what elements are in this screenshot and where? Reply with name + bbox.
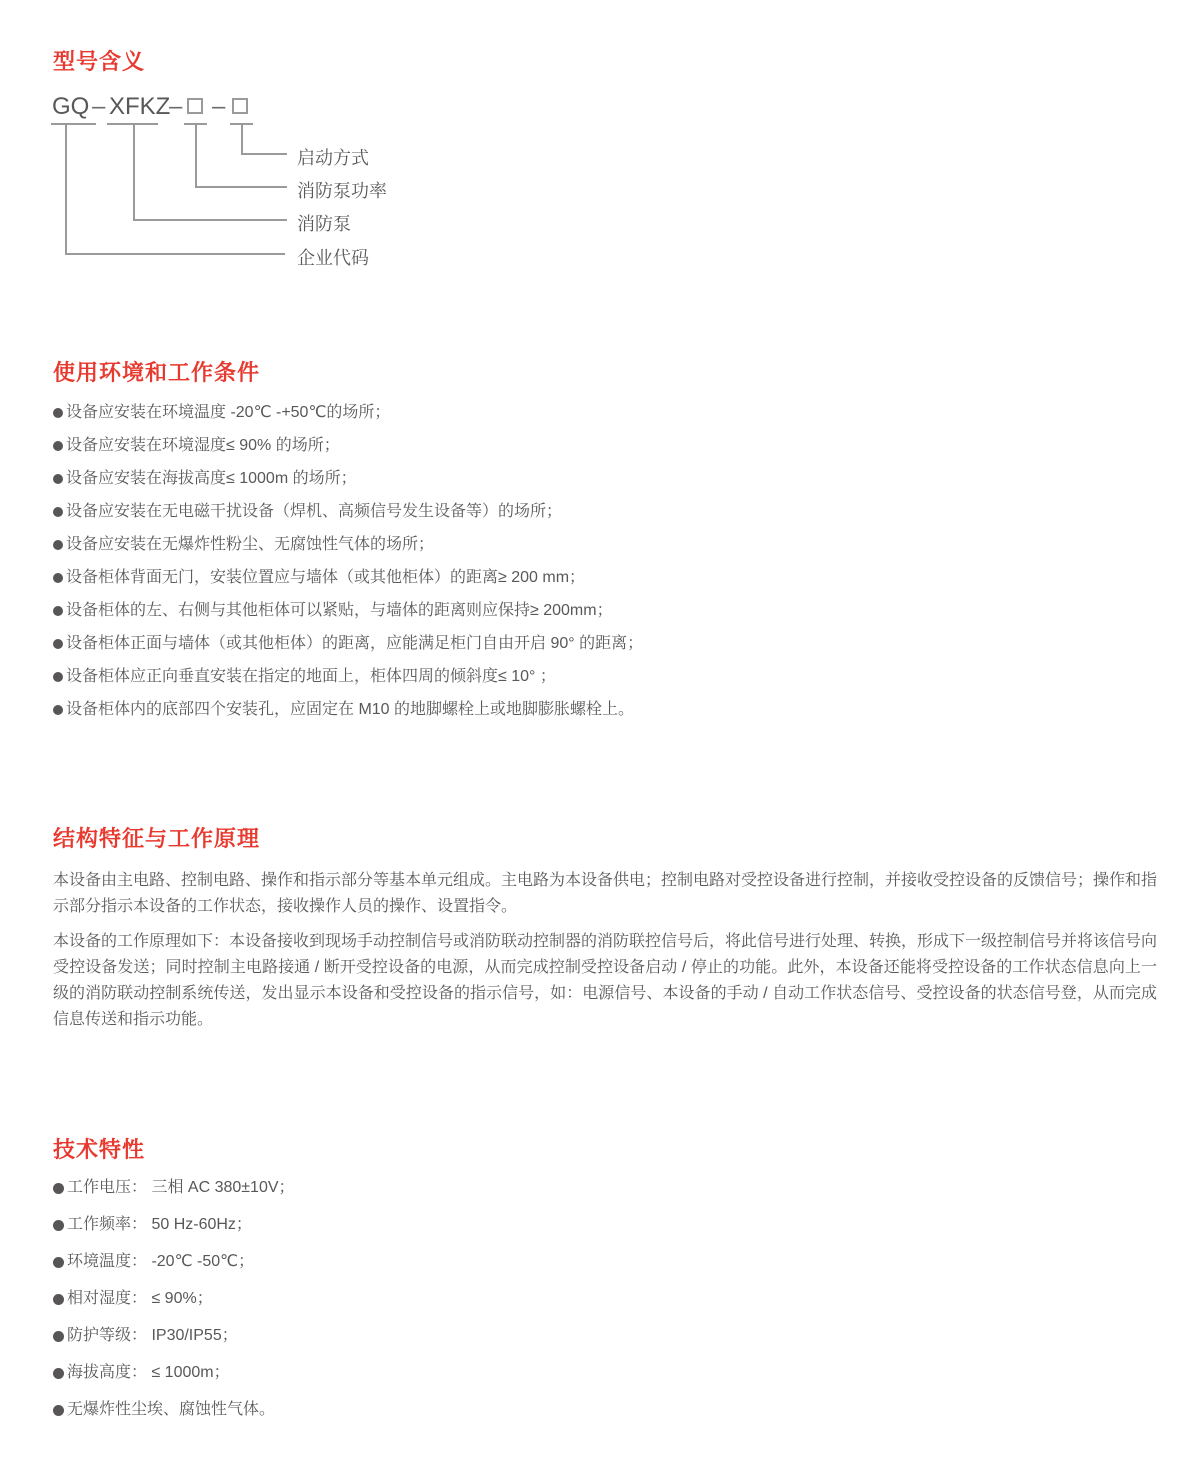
bullet-dot-icon	[53, 1294, 64, 1305]
technical-list-item	[53, 1252, 295, 1272]
bullet-dot-icon	[53, 606, 63, 616]
technical-list-item	[53, 1326, 295, 1346]
technical-item-text: 相对湿度： ≤ 90%；	[67, 1290, 213, 1307]
section-title-model-meaning: 型号含义	[53, 49, 146, 74]
technical-list-item	[53, 1289, 295, 1309]
model-code-placeholder-square	[232, 98, 248, 114]
technical-list-item	[53, 1400, 295, 1420]
bullet-dot-icon	[53, 1220, 64, 1231]
environment-list-item	[53, 569, 643, 587]
environment-item-text: 设备柜体正面与墙体（或其他柜体）的距离，应能满足柜门自由开启 90° 的距离；	[66, 635, 644, 652]
technical-item-text: 工作电压： 三相 AC 380±10V；	[67, 1179, 295, 1196]
diagram-connector-line	[65, 125, 285, 255]
technical-item-text: 防护等级： IP30/IP55；	[67, 1327, 238, 1344]
environment-item-text: 设备柜体应正向垂直安装在指定的地面上，柜体四周的倾斜度≤ 10° ；	[66, 668, 556, 685]
bullet-dot-icon	[53, 1183, 64, 1194]
technical-list-item	[53, 1363, 295, 1383]
environment-list-item	[53, 437, 643, 455]
bullet-dot-icon	[53, 408, 63, 418]
section-title-environment: 使用环境和工作条件	[53, 360, 261, 385]
environment-item-text: 设备柜体背面无门，安装位置应与墙体（或其他柜体）的距离≥ 200 mm；	[66, 569, 586, 586]
bullet-dot-icon	[53, 1368, 64, 1379]
bullet-dot-icon	[53, 540, 63, 550]
structure-principle-paragraphs	[53, 868, 1157, 1042]
environment-item-text: 设备柜体的左、右侧与其他柜体可以紧贴，与墙体的距离则应保持≥ 200mm；	[66, 602, 613, 619]
model-code-placeholder-square	[187, 98, 203, 114]
model-code-prefix: GQ	[52, 93, 90, 120]
diagram-label-fire-pump: 消防泵	[297, 214, 351, 234]
technical-item-text: 海拔高度： ≤ 1000m；	[67, 1364, 230, 1381]
technical-list-item	[53, 1215, 295, 1235]
body-paragraph: 本设备的工作原理如下：本设备接收到现场手动控制信号或消防联动控制器的消防联控信号后，将此信号进行处理、转换，形成下一级控制信号并将该信号向受控设备发送；同时控制主电路接通 / 断开受控设备的电源，从而完成控制受控设备启动 / 停止的功能。此外，本设备还能将受控设备的工作状态信息向上一级的消防联动控制系统传送，发出显示本设备和受控设备的指示信号，如：电源信号、本设备的手动 / 自动工作状态信号、受控设备的状态信号登，从而完成信息传送和指示功能。	[53, 933, 1158, 1028]
bullet-dot-icon	[53, 507, 63, 517]
bullet-dot-icon	[53, 1257, 64, 1268]
model-code-dash: –	[169, 93, 183, 120]
bullet-dot-icon	[53, 1405, 64, 1416]
environment-list-item	[53, 635, 643, 653]
technical-list-item	[53, 1178, 295, 1198]
diagram-label-start-mode: 启动方式	[297, 148, 369, 168]
model-code-type: XFKZ	[109, 93, 171, 120]
environment-item-text: 设备柜体内的底部四个安装孔，应固定在 M10 的地脚螺栓上或地脚膨胀螺栓上。	[66, 701, 635, 718]
bullet-dot-icon	[53, 672, 63, 682]
bullet-dot-icon	[53, 474, 63, 484]
environment-list-item	[53, 701, 643, 719]
body-paragraph: 本设备由主电路、控制电路、操作和指示部分等基本单元组成。主电路为本设备供电；控制电路对受控设备进行控制，并接收受控设备的反馈信号；操作和指示部分指示本设备的工作状态，接收操作人员的操作、设置指令。	[53, 872, 1158, 915]
environment-list-item	[53, 470, 643, 488]
environment-conditions-list	[53, 404, 643, 734]
bullet-dot-icon	[53, 441, 63, 451]
environment-list-item	[53, 536, 643, 554]
environment-list-item	[53, 404, 643, 422]
technical-specs-list	[53, 1178, 295, 1437]
model-code-dash: –	[92, 93, 106, 120]
bullet-dot-icon	[53, 705, 63, 715]
environment-list-item	[53, 668, 643, 686]
environment-list-item	[53, 503, 643, 521]
environment-list-item	[53, 602, 643, 620]
environment-item-text: 设备应安装在环境温度 -20℃ -+50℃的场所；	[66, 404, 391, 421]
section-title-structure-principle: 结构特征与工作原理	[53, 826, 261, 851]
environment-item-text: 设备应安装在无电磁干扰设备（焊机、高频信号发生设备等）的场所；	[66, 503, 563, 520]
diagram-label-enterprise-code: 企业代码	[297, 248, 369, 268]
environment-item-text: 设备应安装在海拔高度≤ 1000m 的场所；	[66, 470, 357, 487]
technical-item-text: 环境温度： -20℃ -50℃；	[67, 1253, 255, 1270]
diagram-label-pump-power: 消防泵功率	[297, 181, 387, 201]
bullet-dot-icon	[53, 1331, 64, 1342]
technical-item-text: 无爆炸性尘埃、腐蚀性气体。	[67, 1401, 276, 1418]
section-title-technical: 技术特性	[53, 1137, 146, 1162]
environment-item-text: 设备应安装在无爆炸性粉尘、无腐蚀性气体的场所；	[66, 536, 435, 553]
environment-item-text: 设备应安装在环境湿度≤ 90% 的场所；	[66, 437, 340, 454]
technical-item-text: 工作频率： 50 Hz-60Hz；	[67, 1216, 252, 1233]
model-code-dash: –	[212, 93, 226, 120]
bullet-dot-icon	[53, 573, 63, 583]
bullet-dot-icon	[53, 639, 63, 649]
